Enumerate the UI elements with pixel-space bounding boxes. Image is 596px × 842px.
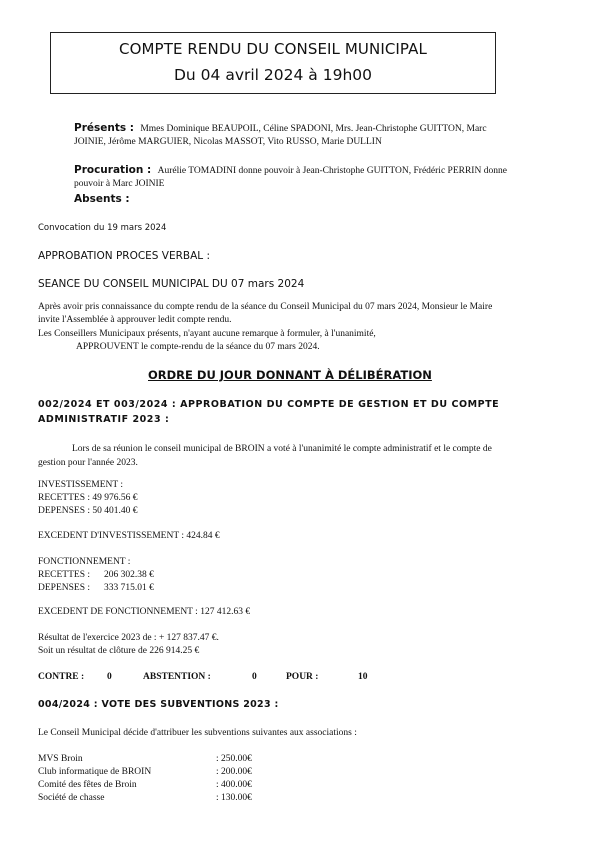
resultat-exercice: Résultat de l'exercice 2023 de : + 127 837.47 €. <box>38 633 219 643</box>
excedent-fonctionnement: EXCEDENT DE FONCTIONNEMENT : 127 412.63 € <box>38 607 251 617</box>
excedent-investissement: EXCEDENT D'INVESTISSEMENT : 424.84 € <box>38 531 220 541</box>
item1-intro: Lors de sa réunion le conseil municipal de BROIN a voté à l'unanimité le compte administratif et le compte de <box>72 444 492 454</box>
seance-heading: SEANCE DU CONSEIL MUNICIPAL DU 07 mars 2024 <box>38 278 305 290</box>
convocation-date: Convocation du 19 mars 2024 <box>38 223 167 233</box>
vote-abstention-label: ABSTENTION : <box>143 672 211 682</box>
subvention-name: Club informatique de BROIN <box>38 767 152 777</box>
fonctionnement-depenses-value: 333 715.01 € <box>104 583 154 593</box>
fonctionnement-depenses-label: DEPENSES : <box>38 583 90 593</box>
subvention-name: Comité des fêtes de Broin <box>38 780 137 790</box>
fonctionnement-recettes-value: 206 302.38 € <box>104 570 154 580</box>
item1-heading-cont: ADMINISTRATIF 2023 : <box>38 414 170 425</box>
item2-heading: 004/2024 : VOTE DES SUBVENTIONS 2023 : <box>38 699 279 710</box>
vote-contre-label: CONTRE : <box>38 672 85 682</box>
presents-label: Présents : <box>74 122 134 134</box>
investissement-depenses: DEPENSES : 50 401.40 € <box>38 506 138 516</box>
procuration-block <box>74 164 507 176</box>
subvention-amount: : 400.00€ <box>216 780 252 790</box>
subvention-row <box>38 793 338 806</box>
document-title: COMPTE RENDU DU CONSEIL MUNICIPAL <box>119 40 427 58</box>
vote-pour-value: 10 <box>358 672 368 682</box>
investissement-label: INVESTISSEMENT : <box>38 480 124 490</box>
procuration-label: Procuration : <box>74 164 152 176</box>
approbation-paragraph-line: APPROUVENT le compte-rendu de la séance du 07 mars 2024. <box>76 342 320 352</box>
procuration-text-cont: pouvoir à Marc JOINIE <box>74 179 165 189</box>
subventions-list <box>38 754 338 806</box>
item1-intro-cont: gestion pour l'année 2023. <box>38 458 138 468</box>
item1-heading: 002/2024 ET 003/2024 : APPROBATION DU COMPTE DE GESTION ET DU COMPTE <box>38 399 500 410</box>
subvention-amount: : 200.00€ <box>216 767 252 777</box>
subvention-row <box>38 780 338 793</box>
approbation-paragraph-line: Les Conseillers Municipaux présents, n'ayant aucune remarque à formuler, à l'unanimité, <box>38 329 376 339</box>
subvention-amount: : 250.00€ <box>216 754 252 764</box>
absents-label: Absents : <box>74 193 130 205</box>
approbation-heading: APPROBATION PROCES VERBAL : <box>38 250 211 262</box>
presents-block <box>74 122 487 134</box>
approbation-paragraph-line: invite l'Assemblée à approuver ledit compte rendu. <box>38 315 232 325</box>
approbation-paragraph-line: Après avoir pris connaissance du compte rendu de la séance du Conseil Municipal du 07 mars 2024, Monsieur le Maire <box>38 302 493 312</box>
subvention-amount: : 130.00€ <box>216 793 252 803</box>
ordre-du-jour-heading: ORDRE DU JOUR DONNANT À DÉLIBÉRATION <box>148 368 432 382</box>
subvention-row <box>38 767 338 780</box>
item2-intro: Le Conseil Municipal décide d'attribuer les subventions suivantes aux associations : <box>38 728 357 738</box>
presents-names: Mmes Dominique BEAUPOIL, Céline SPADONI, Mrs. Jean-Christophe GUITTON, Marc <box>140 124 487 134</box>
procuration-text: Aurélie TOMADINI donne pouvoir à Jean-Christophe GUITTON, Frédéric PERRIN donne <box>157 166 507 176</box>
subvention-row <box>38 754 338 767</box>
subvention-name: MVS Broin <box>38 754 83 764</box>
vote-results <box>38 672 438 686</box>
title-box <box>50 32 496 94</box>
vote-contre-value: 0 <box>107 672 112 682</box>
investissement-recettes: RECETTES : 49 976.56 € <box>38 493 138 503</box>
vote-pour-label: POUR : <box>286 672 319 682</box>
fonctionnement-recettes <box>38 570 154 580</box>
fonctionnement-recettes-label: RECETTES : <box>38 570 90 580</box>
vote-abstention-value: 0 <box>252 672 257 682</box>
presents-names-cont: JOINIE, Jérôme MARGUIER, Nicolas MASSOT, Vito RUSSO, Marie DULLIN <box>74 137 382 147</box>
resultat-cloture: Soit un résultat de clôture de 226 914.25 € <box>38 646 200 656</box>
fonctionnement-label: FONCTIONNEMENT : <box>38 557 131 567</box>
fonctionnement-depenses <box>38 583 154 593</box>
meeting-date: Du 04 avril 2024 à 19h00 <box>174 66 372 84</box>
subvention-name: Société de chasse <box>38 793 105 803</box>
